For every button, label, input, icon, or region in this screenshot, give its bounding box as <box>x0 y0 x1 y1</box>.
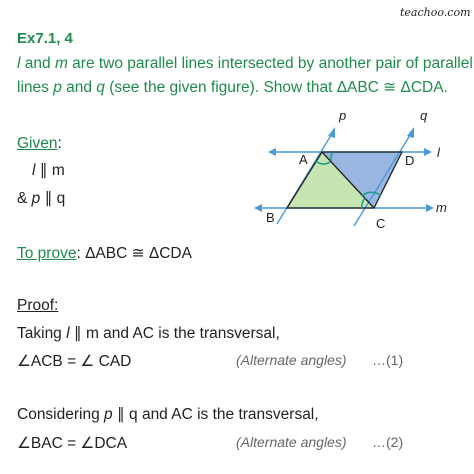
var-l: l <box>66 325 70 342</box>
arrow-l-left <box>268 148 276 156</box>
var-p: p <box>53 79 62 96</box>
question-text: lines <box>17 79 54 96</box>
given-text: & <box>17 190 32 207</box>
to-prove-label: To prove <box>17 245 77 262</box>
arrow-p <box>328 127 335 138</box>
label-p: p <box>339 108 347 123</box>
label-m: m <box>436 200 447 215</box>
var-l: l <box>32 162 36 179</box>
var-l: l <box>17 55 21 72</box>
question-text: (see the given figure). Show that ΔABC ≅ ΔCDA. <box>104 79 448 96</box>
reference-2: …(2) <box>372 434 404 450</box>
label-l: l <box>437 145 440 160</box>
to-prove-statement: : ΔABC ≅ ΔCDA <box>76 245 192 262</box>
label-a: A <box>299 152 308 167</box>
arrow-m <box>426 204 434 212</box>
var-p: p <box>31 190 41 207</box>
proof-heading: Proof: <box>17 297 59 314</box>
label-d: D <box>405 153 415 168</box>
exercise-number: Ex7.1, 4 <box>17 30 73 47</box>
proof-text: ∥ m and AC is the transversal, <box>69 325 280 342</box>
label-q: q <box>420 108 428 123</box>
var-p: p <box>104 406 113 423</box>
label-b: B <box>266 210 275 225</box>
reference-1: …(1) <box>372 352 404 368</box>
given-text: ∥ m <box>35 162 65 179</box>
given-label: Given <box>17 135 58 152</box>
arrow-q <box>407 127 414 138</box>
equation-2: ∠BAC = ∠DCA <box>17 435 128 452</box>
brand-logo: teachoo.com <box>400 6 471 19</box>
question-text: and <box>20 55 55 72</box>
question-text: and <box>61 79 97 96</box>
reason-2: (Alternate angles) <box>236 434 347 450</box>
proof-text: Taking <box>17 325 67 342</box>
proof-text: Considering <box>17 406 105 423</box>
arrow-l <box>424 148 432 156</box>
reason-1: (Alternate angles) <box>236 352 347 368</box>
var-m: m <box>54 55 68 72</box>
var-q: q <box>96 79 105 96</box>
proof-text: ∥ q and AC is the transversal, <box>112 406 319 423</box>
given-colon: : <box>57 135 62 152</box>
arrow-m-left <box>254 204 262 212</box>
given-text: ∥ q <box>40 190 66 207</box>
equation-1: ∠ACB = ∠ CAD <box>17 353 132 370</box>
question-text: are two parallel lines intersected by another pair of parallel <box>67 55 473 72</box>
label-c: C <box>376 216 386 231</box>
